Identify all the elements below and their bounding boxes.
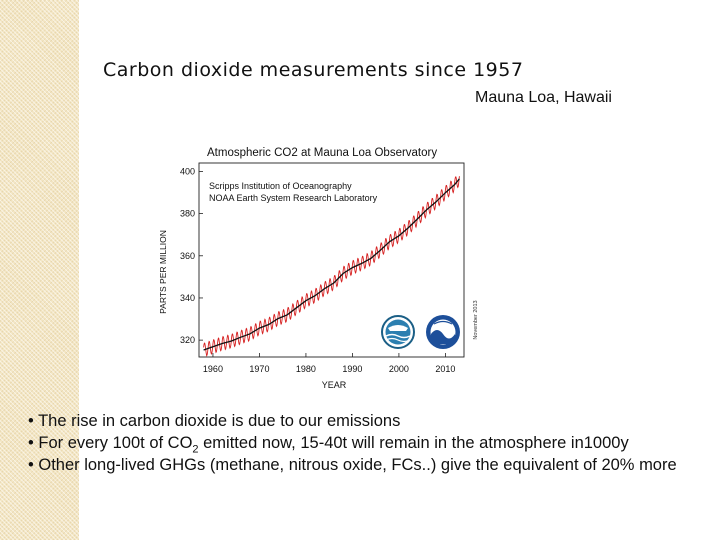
bullet-text-3: • Other long-lived GHGs (methane, nitrous oxide, FCs..) give the equivalent of 20% more: [28, 456, 677, 474]
slide-title: Carbon dioxide measurements since 1957: [103, 59, 524, 81]
series-monthly-line: [204, 176, 460, 355]
noaa-logo: [426, 315, 460, 349]
bullet-text-1: • The rise in carbon dioxide is due to our emissions: [28, 412, 401, 430]
x-axis-label: YEAR: [321, 380, 347, 390]
y-tick-label-320: 320: [179, 335, 195, 346]
bullet-list: [28, 410, 720, 476]
bullet-item-3: [28, 454, 720, 476]
chart-title: Atmospheric CO2 at Mauna Loa Observatory: [207, 147, 438, 159]
bullet-text-2b: emitted now, 15-40t will remain in the atmosphere in1000y: [198, 434, 629, 452]
scripps-logo: [382, 316, 414, 348]
y-tick-label-360: 360: [179, 250, 195, 261]
bullet-item-2: [28, 432, 720, 454]
y-tick-label-340: 340: [179, 292, 195, 303]
chart-date-label: November 2013: [473, 300, 479, 340]
co2-subscript: 2: [192, 443, 199, 456]
x-tick-label-1980: 1980: [295, 364, 316, 374]
chart-credit-1: Scripps Institution of Oceanography: [209, 181, 352, 191]
x-tick-label-2010: 2010: [435, 364, 456, 374]
chart-credit-2: NOAA Earth System Research Laboratory: [209, 193, 378, 203]
x-tick-label-1990: 1990: [342, 364, 363, 374]
x-tick-label-2000: 2000: [388, 364, 409, 374]
y-tick-label-400: 400: [179, 166, 195, 177]
x-tick-label-1960: 1960: [202, 364, 223, 374]
slide-subtitle: Mauna Loa, Hawaii: [475, 89, 612, 106]
x-tick-label-1970: 1970: [249, 364, 270, 374]
co2-chart-figure: [150, 135, 490, 395]
series-trend-line: [204, 179, 460, 350]
y-tick-label-380: 380: [179, 208, 195, 219]
y-axis-label: PARTS PER MILLION: [158, 230, 168, 314]
co2-chart: [150, 135, 490, 395]
bullet-item-1: [28, 410, 720, 432]
bullet-text-2a: • For every 100t of CO: [28, 434, 193, 452]
